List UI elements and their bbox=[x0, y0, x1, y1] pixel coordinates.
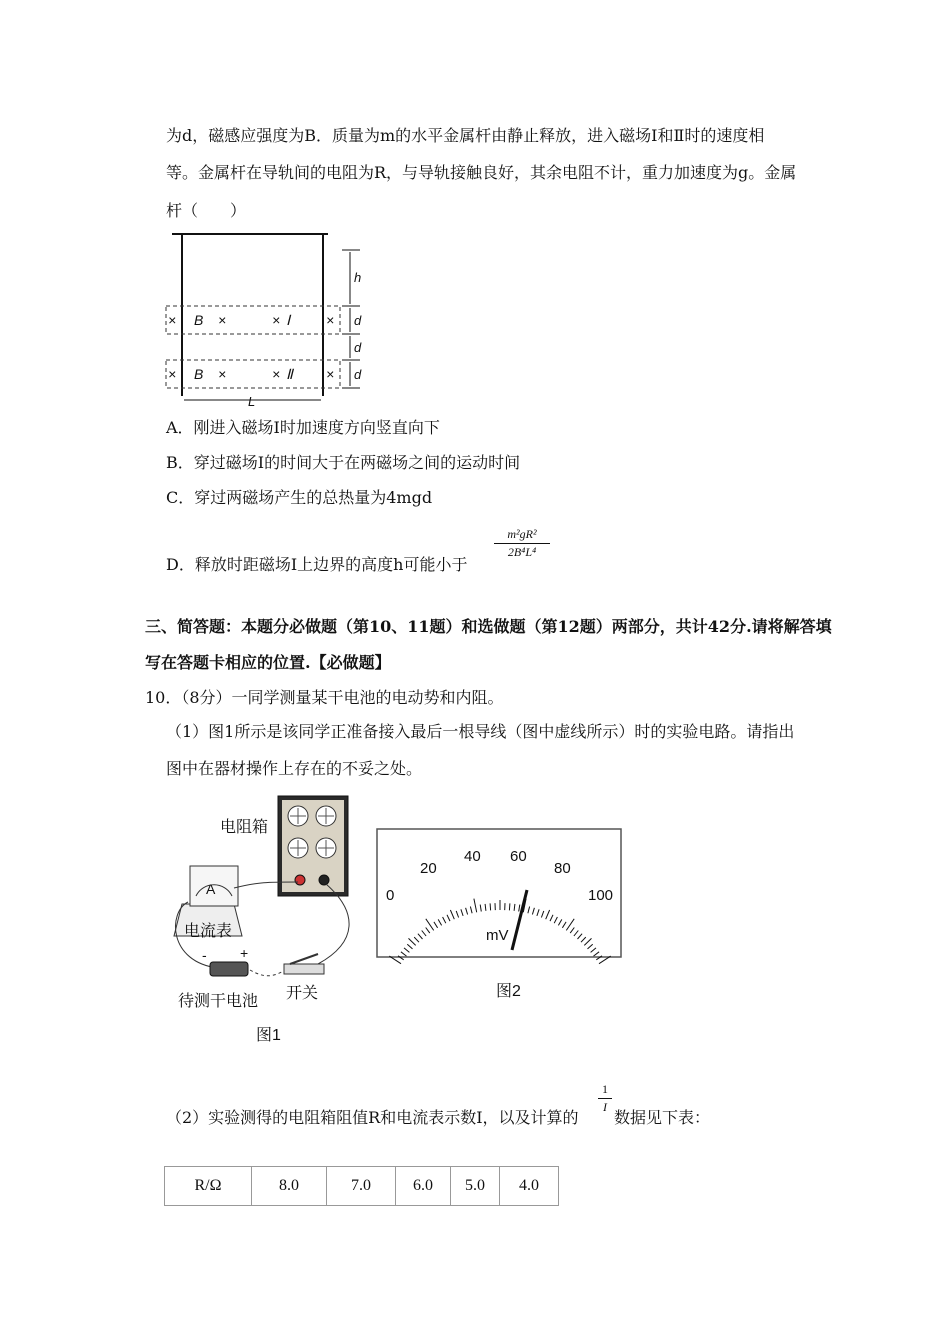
part-2-fraction-numerator: 1 bbox=[602, 1082, 608, 1096]
part-2-fraction-denominator: I bbox=[603, 1100, 607, 1114]
problem-10-part-2-post: 数据见下表： bbox=[614, 1108, 711, 1127]
millivoltmeter-figure bbox=[376, 828, 624, 1008]
problem-9-line-1: 为d，磁感应强度为B．质量为m的水平金属杆由静止释放，进入磁场Ⅰ和Ⅱ时的速度相 bbox=[166, 126, 765, 145]
option-A: A．刚进入磁场Ⅰ时加速度方向竖直向下 bbox=[166, 418, 440, 437]
problem-9-line-2: 等。金属杆在导轨间的电阻为R，与导轨接触良好，其余电阻不计，重力加速度为g。金属 bbox=[166, 163, 797, 182]
problem-10-part-1-line-2: 图中在器材操作上存在的不妥之处。 bbox=[166, 759, 423, 778]
field-2-cross-left: × bbox=[168, 366, 177, 382]
resistor-box-label: 电阻箱 bbox=[220, 819, 269, 836]
figure-1-caption: 图1 bbox=[256, 1027, 281, 1044]
problem-10-part-2-pre: （2）实验测得的电阻箱阻值R和电流表示数I，以及计算的 bbox=[166, 1108, 579, 1127]
dim-d-3: d bbox=[354, 367, 362, 382]
field-region-2 bbox=[166, 360, 340, 388]
figure-2-caption: 图2 bbox=[496, 983, 521, 1000]
table-cell: 8.0 bbox=[252, 1167, 327, 1206]
scale-tick bbox=[509, 903, 510, 910]
table-cell: 6.0 bbox=[396, 1167, 451, 1206]
battery-label: 待测干电池 bbox=[178, 993, 259, 1010]
tick-label-60: 60 bbox=[510, 848, 527, 865]
data-table bbox=[164, 1166, 559, 1206]
problem-9-line-3: 杆（ ） bbox=[166, 201, 247, 220]
option-D-denominator: 2B⁴L⁴ bbox=[507, 545, 537, 559]
magnetic-field-figure bbox=[160, 228, 370, 408]
switch-body bbox=[284, 964, 324, 974]
battery-plus: + bbox=[240, 945, 249, 961]
option-D-fraction bbox=[494, 527, 550, 560]
table-cell: 5.0 bbox=[451, 1167, 500, 1206]
field-2-cross-right: × bbox=[272, 366, 281, 382]
battery-body bbox=[210, 962, 248, 976]
table-cell: 7.0 bbox=[327, 1167, 396, 1206]
section-3-line-2: 写在答题卡相应的位置.【必做题】 bbox=[145, 653, 391, 672]
ammeter-symbol: A bbox=[206, 881, 216, 897]
meter-unit: mV bbox=[486, 927, 509, 944]
part-2-fraction bbox=[598, 1082, 612, 1115]
field-1-cross-mid: × bbox=[218, 312, 227, 328]
field-2-cross-edge: × bbox=[326, 366, 335, 382]
tick-label-0: 0 bbox=[386, 887, 395, 904]
option-D: D．释放时距磁场Ⅰ上边界的高度h可能小于 bbox=[166, 555, 468, 574]
table-row bbox=[165, 1167, 559, 1206]
last-wire-dashed bbox=[250, 968, 288, 976]
field-2-cross-mid: × bbox=[218, 366, 227, 382]
field-1-label: Ⅰ bbox=[286, 312, 291, 328]
battery-minus: - bbox=[202, 947, 207, 963]
tick-label-100: 100 bbox=[588, 887, 614, 904]
ammeter-label: 电流表 bbox=[184, 923, 233, 940]
problem-10-part-1-line-1: （1）图1所示是该同学正准备接入最后一根导线（图中虚线所示）时的实验电路。请指出 bbox=[166, 722, 795, 741]
field-1-cross-left: × bbox=[168, 312, 177, 328]
table-cell: 4.0 bbox=[500, 1167, 559, 1206]
field-2-B-label: B bbox=[194, 366, 204, 382]
tick-label-80: 80 bbox=[554, 860, 571, 877]
field-1-cross-right: × bbox=[272, 312, 281, 328]
dim-d-1: d bbox=[354, 313, 362, 328]
dim-d-2: d bbox=[354, 340, 362, 355]
section-3-line-1: 三、简答题：本题分必做题（第10、11题）和选做题（第12题）两部分，共计42分.请将解答填 bbox=[145, 617, 832, 636]
switch-label: 开关 bbox=[286, 985, 319, 1002]
dim-L: L bbox=[248, 394, 256, 408]
field-1-cross-edge: × bbox=[326, 312, 335, 328]
scale-tick bbox=[490, 903, 491, 910]
option-C: C．穿过两磁场产生的总热量为4mgd bbox=[166, 488, 433, 507]
problem-10-stem: 10．（8分）一同学测量某干电池的电动势和内阻。 bbox=[145, 688, 504, 707]
option-D-numerator: m²gR² bbox=[507, 527, 537, 541]
option-B: B．穿过磁场Ⅰ的时间大于在两磁场之间的运动时间 bbox=[166, 453, 521, 472]
table-header-R: R/Ω bbox=[165, 1167, 252, 1206]
field-region-1 bbox=[166, 306, 340, 334]
dim-h: h bbox=[354, 270, 362, 285]
tick-label-40: 40 bbox=[464, 848, 481, 865]
circuit-figure bbox=[168, 792, 368, 1052]
tick-label-20: 20 bbox=[420, 860, 437, 877]
field-2-label: Ⅱ bbox=[286, 366, 293, 382]
field-1-B-label: B bbox=[194, 312, 204, 328]
